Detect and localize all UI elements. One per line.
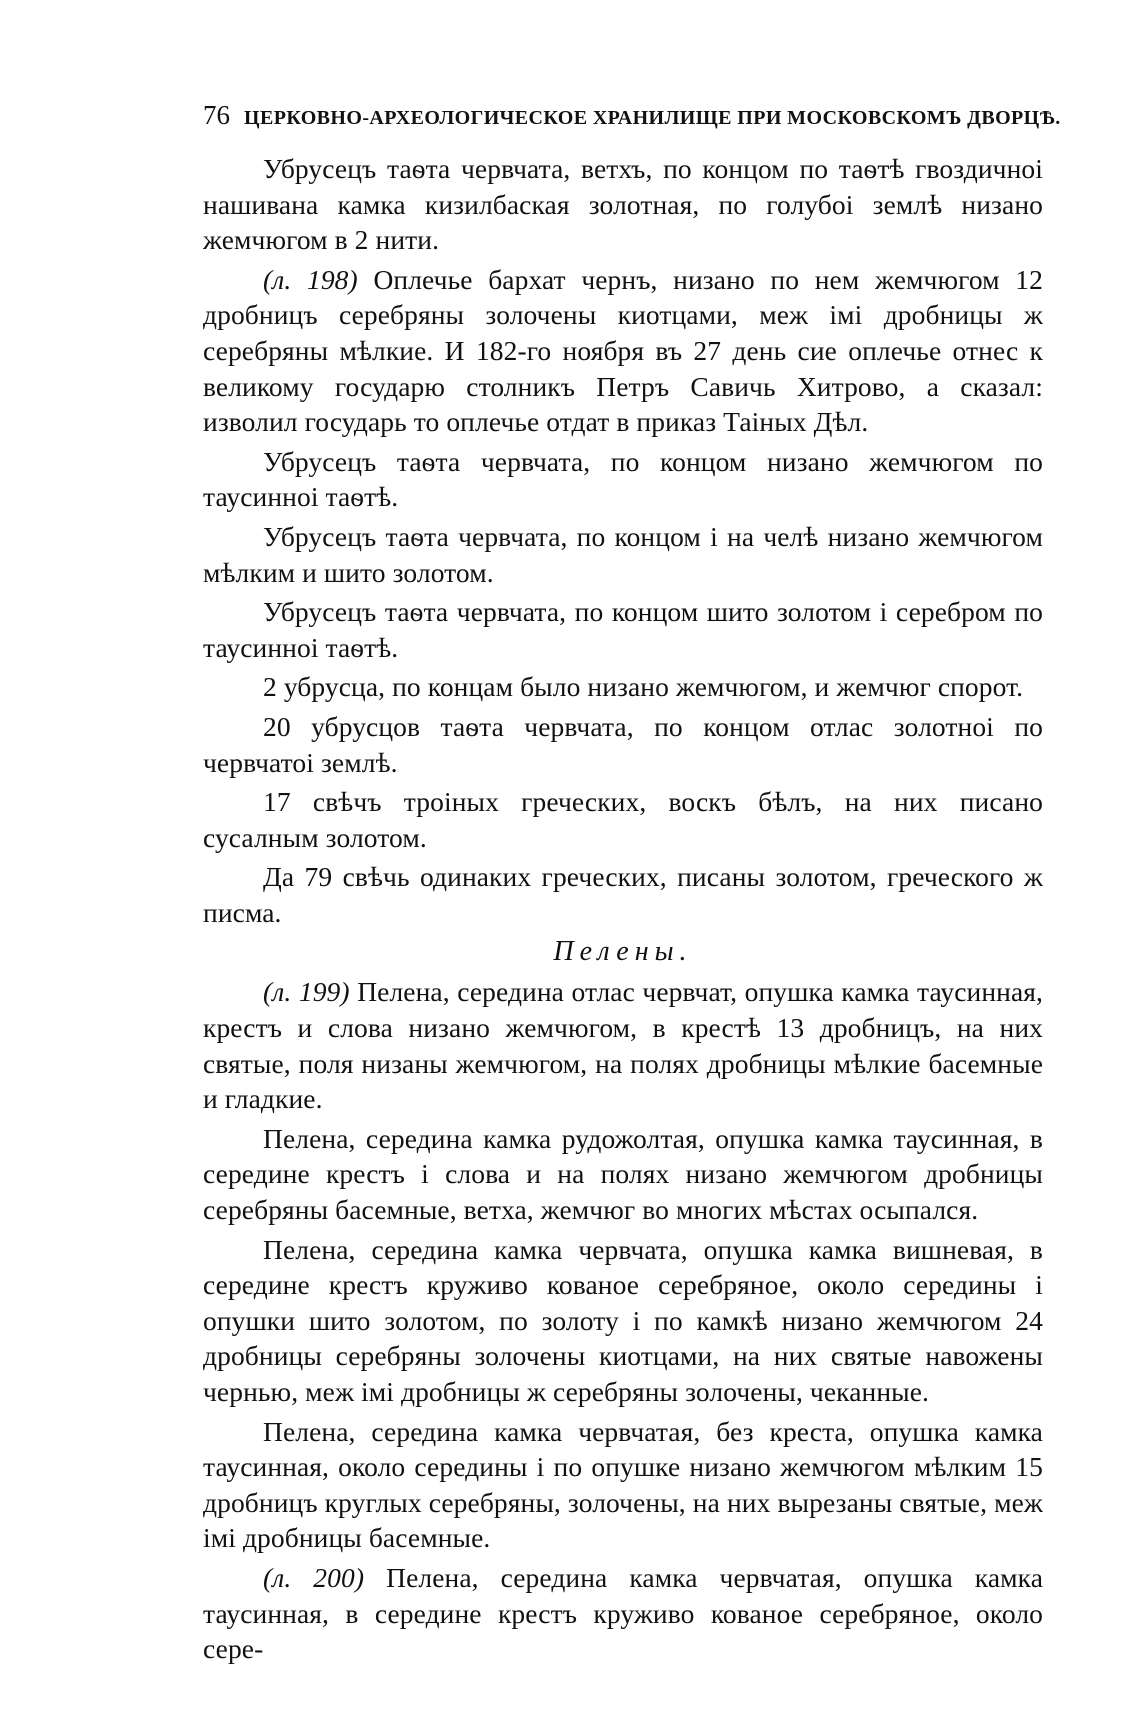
paragraph-text: Да 79 свѣчь одинаких греческих, писаны золотом, греческого ж писма. (203, 861, 1043, 928)
running-head (203, 100, 1061, 131)
paragraph-text: Пелена, середина камка червчатая, без креста, опушка камка таусинная, около середины і по опушке низано жемчюгом мѣлким 15 дробницъ круглых серебряны, золочены, на них вырезаны святые, меж імі дробницы басемные. (203, 1415, 1043, 1554)
paragraph-text: Убрусецъ таѳта червчата, по концом шито золотом і серебром по таусинноі таѳтѣ. (203, 596, 1043, 663)
paragraph-text: Убрусецъ таѳта червчата, по концом низано жемчюгом по таусинноі таѳтѣ. (203, 445, 1043, 513)
paragraph (203, 859, 1043, 930)
paragraph-text: Пелена, середина отлас червчат, опушка камка таусинная, крестъ и слова низано жемчюгом, в крестѣ 13 дробницъ, на них святые, поля низаны жемчюгом, на полях дробницы мѣлкие басемные и гладкие. (203, 976, 1044, 1115)
paragraph-text: Убрусецъ таѳта червчата, ветхъ, по концом по таѳтѣ гвоздичноі нашивана камка кизилбаская золотная, по голубоі землѣ низано жемчюгом в 2 нити. (203, 153, 1043, 256)
paragraph (203, 151, 1043, 258)
paragraph (203, 1121, 1043, 1228)
running-title: ЦЕРКОВНО-АРХЕОЛОГИЧЕСКОЕ ХРАНИЛИЩЕ ПРИ МОСКОВСКОМЪ ДВОРЦѢ. (244, 107, 1061, 129)
paragraph (203, 1560, 1043, 1667)
paragraph (203, 669, 1043, 705)
paragraph-text: Оплечье бархат чернъ, низано по нем жемчюгом 12 дробницъ серебряны золочены киотцами, меж імі дробницы ж серебряны мѣлкие. И 182-го ноября въ 27 день сие оплечье отнес к великому государю столникъ Петръ Савичь Хитрово, а сказал: изволил государь то оплечье отдат в приказ Таіных Дѣл. (203, 263, 1044, 438)
paragraph (203, 784, 1043, 855)
paragraph (203, 519, 1043, 590)
paragraph-text: Пелена, середина камка червчата, опушка камка вишневая, в середине крестъ круживо кованое серебряное, около середины і опушки шито золотом, по золоту і по камкѣ низано жемчюгом 24 дробницы серебряны золочены киотцами, на них святые навожены чернью, меж імі дробницы ж серебряны золочены, чеканные. (203, 1233, 1043, 1407)
paragraph (203, 1232, 1043, 1410)
paragraph-text: Убрусецъ таѳта червчата, по концом і на челѣ низано жемчюгом мѣлким и шито золотом. (203, 520, 1043, 588)
page-number: 76 (203, 100, 230, 130)
paragraph (203, 444, 1043, 515)
paragraph-text: Пелена, середина камка рудожолтая, опушка камка таусинная, в середине крестъ і слова и на полях низано жемчюгом дробницы серебряны басемные, ветха, жемчюг во многих мѣстах осыпался. (203, 1122, 1043, 1226)
paragraph-text: 2 убрусца, по концам было низано жемчюгом, и жемчюг спорот. (263, 671, 1024, 703)
paragraph (203, 709, 1043, 780)
book-page (203, 100, 1061, 1671)
paragraph-text: 17 свѣчъ троіных греческих, воскъ бѣлъ, на них писано сусалным золотом. (203, 786, 1043, 853)
folio-reference: (л. 200) (263, 1561, 365, 1593)
paragraph (203, 594, 1043, 665)
paragraph (203, 1414, 1043, 1556)
paragraph (203, 974, 1043, 1116)
paragraph (203, 262, 1043, 440)
paragraph-text: 20 убрусцов таѳта червчата, по концом отлас золотноі по червчатоі землѣ. (203, 710, 1043, 778)
folio-reference: (л. 198) (263, 263, 358, 295)
paragraph-text: Пелена, середина камка червчатая, опушка камка таусинная, в середине крестъ круживо кованое серебряное, около сере- (203, 1561, 1043, 1665)
section-title: Пелены. (553, 936, 693, 968)
folio-reference: (л. 199) (263, 976, 350, 1008)
